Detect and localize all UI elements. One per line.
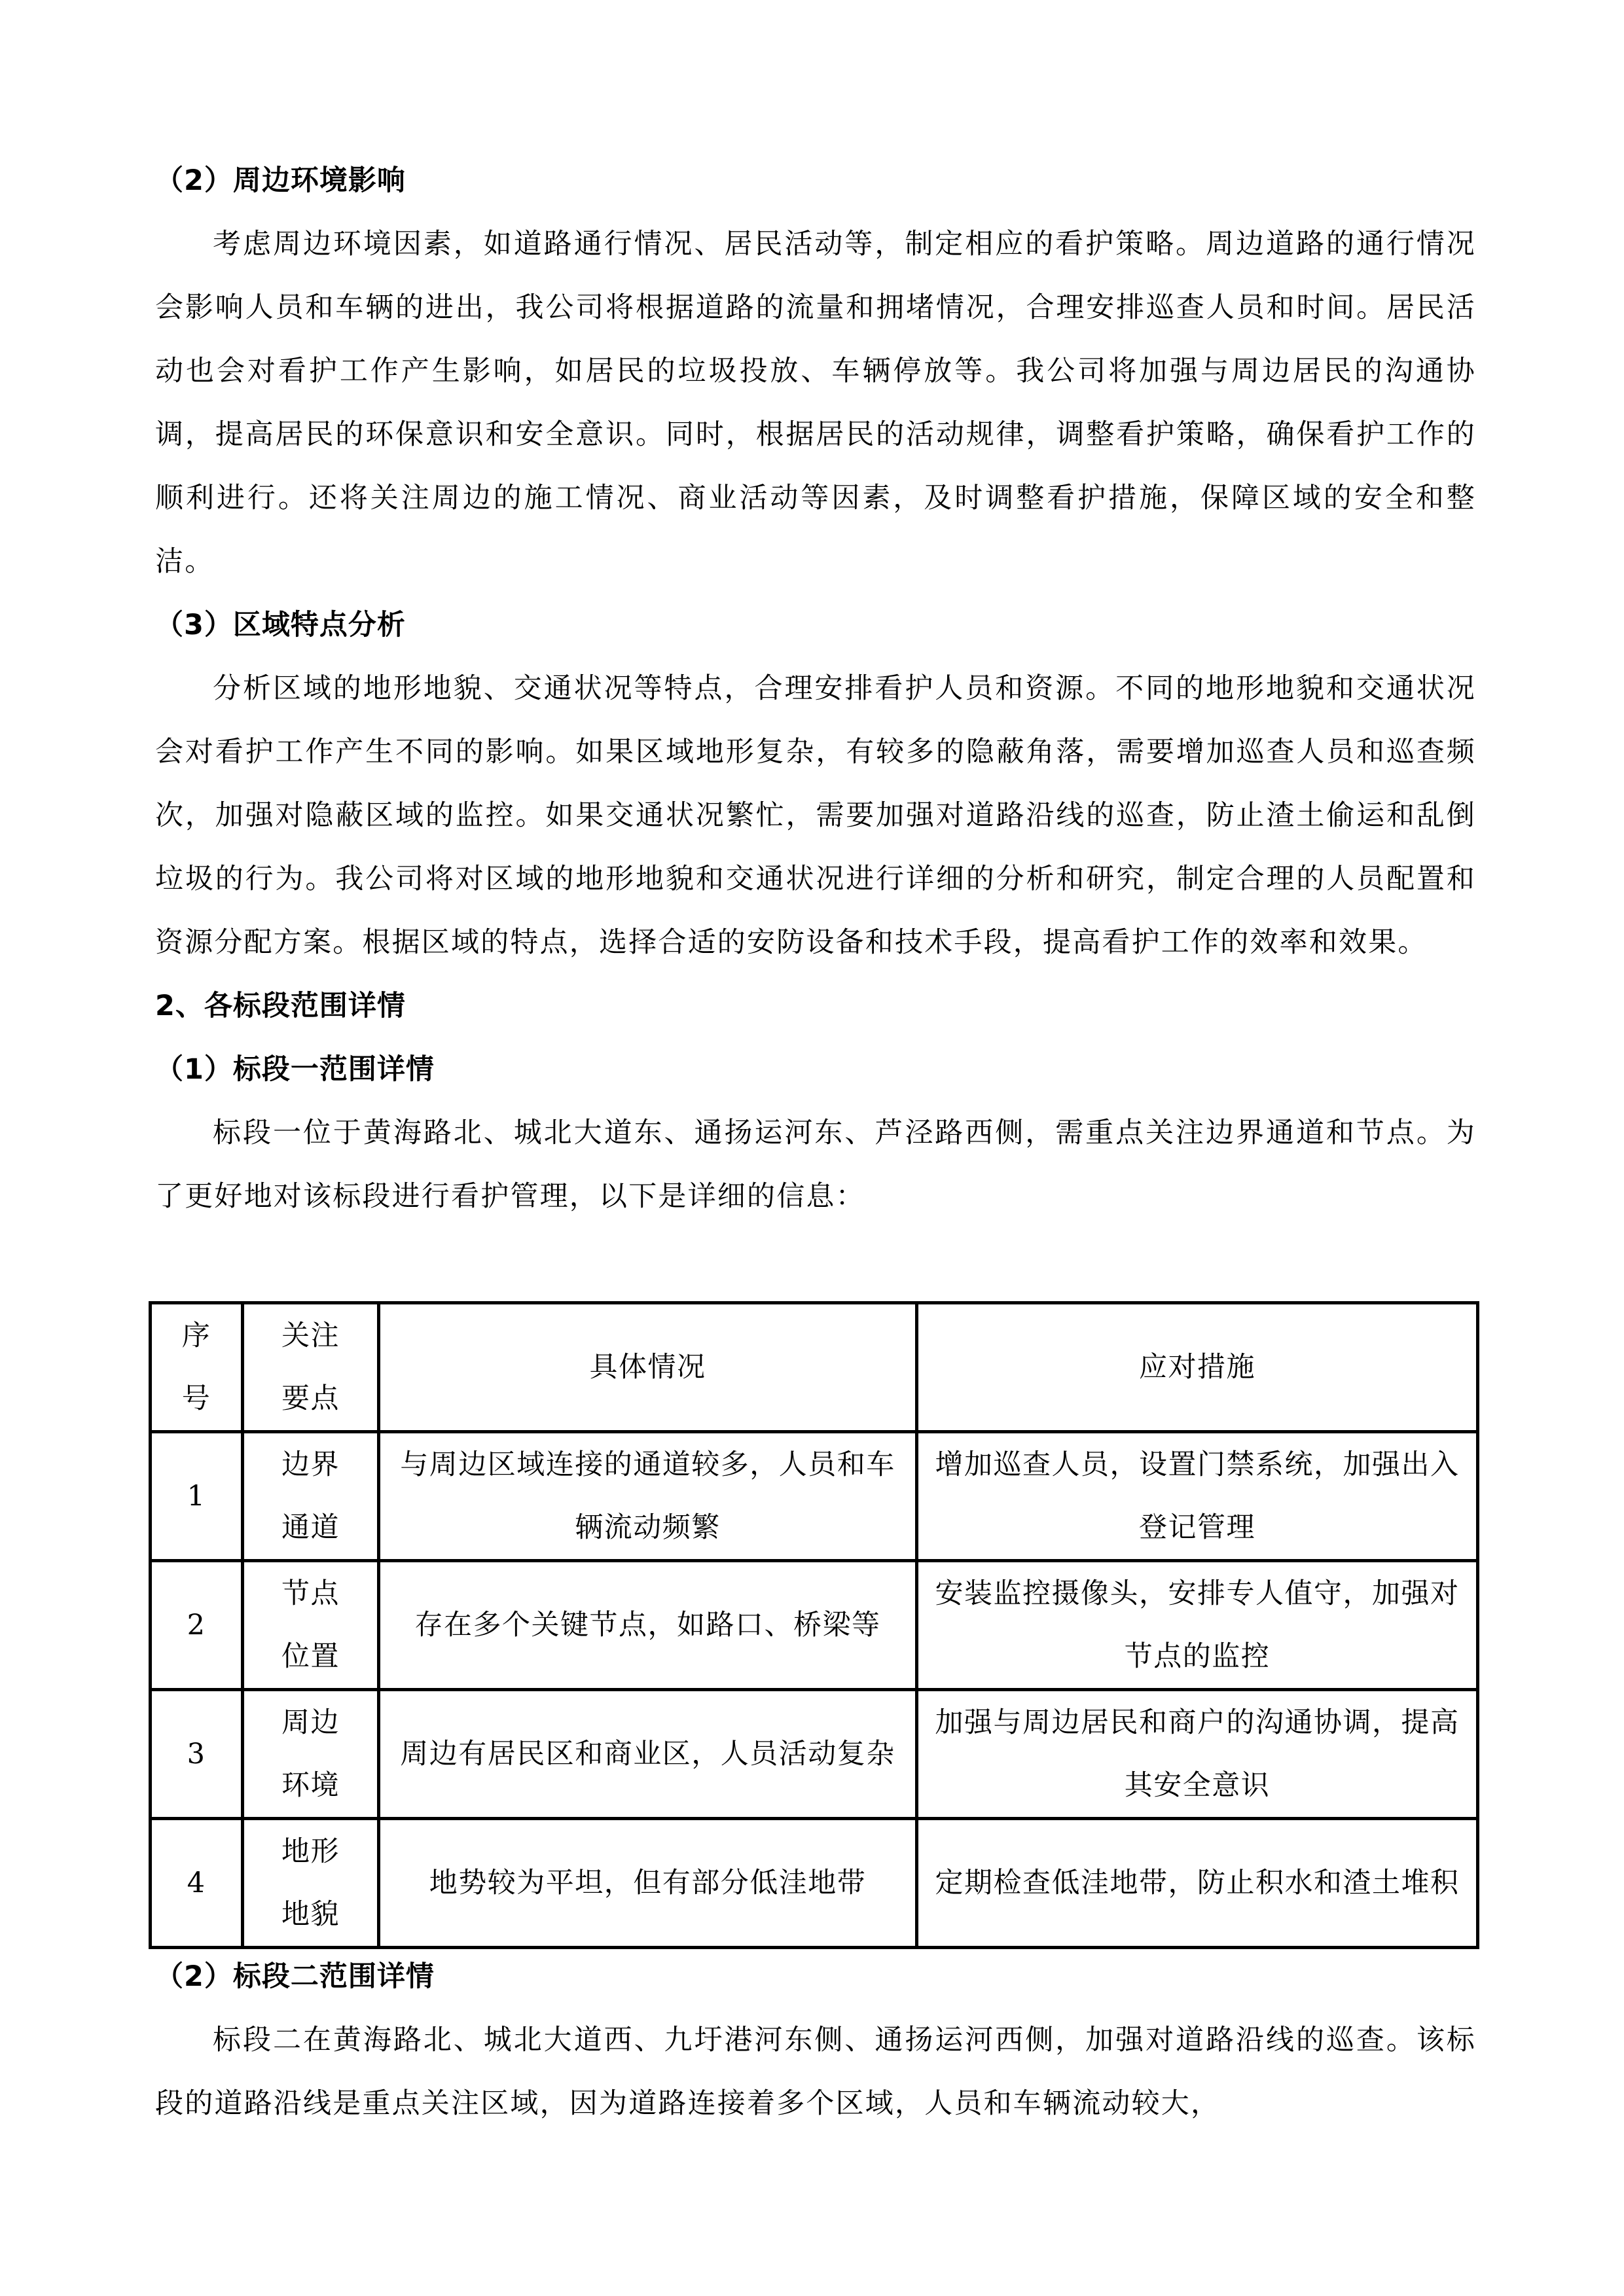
cell-index: 2 [151, 1561, 243, 1690]
header-index: 序号 [151, 1303, 243, 1432]
section-heading-area-analysis: （3）区域特点分析 [155, 609, 406, 641]
header-focus-point: 关注要点 [243, 1303, 379, 1432]
section-heading-surroundings: （2）周边环境影响 [155, 164, 406, 197]
table-row [151, 1432, 1478, 1561]
cell-index: 3 [151, 1690, 243, 1819]
document-body-continued [155, 1945, 1476, 2136]
cell-description: 与周边区域连接的通道较多，人员和车辆流动频繁 [379, 1432, 917, 1561]
cell-index: 1 [151, 1432, 243, 1561]
table-row [151, 1690, 1478, 1819]
cell-action: 定期检查低洼地带，防止积水和渣土堆积 [917, 1819, 1478, 1948]
cell-action: 增加巡查人员，设置门禁系统，加强出入登记管理 [917, 1432, 1478, 1561]
paragraph-bid1: 标段一位于黄海路北、城北大道东、通扬运河东、芦泾路西侧，需重点关注边界通道和节点。为了更好地对该标段进行看护管理，以下是详细的信息： [155, 1117, 1476, 1213]
cell-focus-point: 边界通道 [243, 1432, 379, 1561]
cell-focus-point: 节点位置 [243, 1561, 379, 1690]
main-heading-bid-sections: 2、各标段范围详情 [155, 990, 406, 1022]
cell-description: 地势较为平坦，但有部分低洼地带 [379, 1819, 917, 1948]
header-description: 具体情况 [379, 1303, 917, 1432]
cell-action: 安装监控摄像头，安排专人值守，加强对节点的监控 [917, 1561, 1478, 1690]
header-action: 应对措施 [917, 1303, 1478, 1432]
paragraph-bid2: 标段二在黄海路北、城北大道西、九圩港河东侧、通扬运河西侧，加强对道路沿线的巡查。该标段的道路沿线是重点关注区域，因为道路连接着多个区域，人员和车辆流动较大， [155, 2024, 1476, 2120]
table-row [151, 1819, 1478, 1948]
paragraph-surroundings: 考虑周边环境因素，如道路通行情况、居民活动等，制定相应的看护策略。周边道路的通行情况会影响人员和车辆的进出，我公司将根据道路的流量和拥堵情况，合理安排巡查人员和时间。居民活动也会对看护工作产生影响，如居民的垃圾投放、车辆停放等。我公司将加强与周边居民的沟通协调，提高居民的环保意识和安全意识。同时，根据居民的活动规律，调整看护策略，确保看护工作的顺利进行。还将关注周边的施工情况、商业活动等因素，及时调整看护措施，保障区域的安全和整洁。 [155, 228, 1476, 578]
section-heading-bid2: （2）标段二范围详情 [155, 1960, 435, 1993]
bid1-details-table [149, 1301, 1479, 1949]
cell-index: 4 [151, 1819, 243, 1948]
cell-action: 加强与周边居民和商户的沟通协调，提高其安全意识 [917, 1690, 1478, 1819]
table-header-row [151, 1303, 1478, 1432]
cell-focus-point: 地形地貌 [243, 1819, 379, 1948]
table-row [151, 1561, 1478, 1690]
paragraph-area-analysis: 分析区域的地形地貌、交通状况等特点，合理安排看护人员和资源。不同的地形地貌和交通状况会对看护工作产生不同的影响。如果区域地形复杂，有较多的隐蔽角落，需要增加巡查人员和巡查频次，加强对隐蔽区域的监控。如果交通状况繁忙，需要加强对道路沿线的巡查，防止渣土偷运和乱倒垃圾的行为。我公司将对区域的地形地貌和交通状况进行详细的分析和研究，制定合理的人员配置和资源分配方案。根据区域的特点，选择合适的安防设备和技术手段，提高看护工作的效率和效果。 [155, 672, 1476, 959]
cell-description: 周边有居民区和商业区，人员活动复杂 [379, 1690, 917, 1819]
cell-focus-point: 周边环境 [243, 1690, 379, 1819]
cell-description: 存在多个关键节点，如路口、桥梁等 [379, 1561, 917, 1690]
section-heading-bid1: （1）标段一范围详情 [155, 1053, 435, 1086]
document-body [155, 149, 1476, 1229]
